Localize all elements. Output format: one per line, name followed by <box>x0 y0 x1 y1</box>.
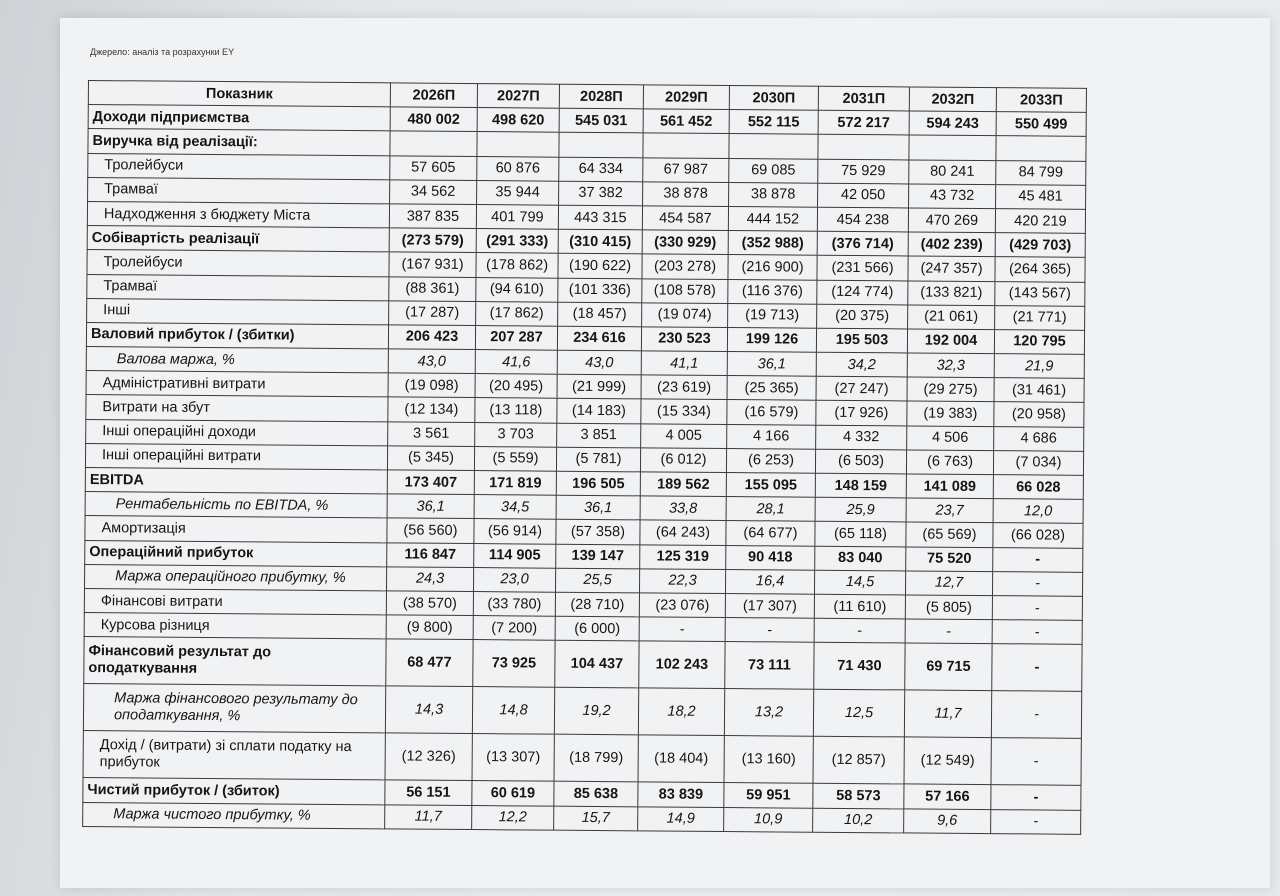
value-cell: 4 005 <box>641 423 727 448</box>
value-cell: (108 578) <box>642 278 728 303</box>
value-cell: 41,1 <box>641 351 727 376</box>
value-cell: (17 862) <box>476 301 558 326</box>
value-cell: 57 605 <box>390 155 477 180</box>
value-cell: - <box>992 596 1082 621</box>
value-cell: 12,2 <box>472 805 554 830</box>
value-cell: 155 095 <box>726 473 815 498</box>
value-cell: - <box>991 809 1081 834</box>
value-cell: 3 703 <box>475 422 557 447</box>
value-cell: - <box>991 785 1081 810</box>
value-cell: (13 160) <box>724 736 813 784</box>
value-cell: 24,3 <box>386 567 473 592</box>
value-cell: 64 334 <box>559 157 643 182</box>
value-cell: 230 523 <box>641 327 727 352</box>
value-cell: 13,2 <box>724 689 813 737</box>
value-cell: 189 562 <box>640 472 726 497</box>
value-cell: 34,2 <box>816 352 907 377</box>
value-cell: 73 111 <box>725 642 814 690</box>
value-cell: 420 219 <box>995 209 1085 234</box>
value-cell: (19 098) <box>388 373 475 398</box>
value-cell: 125 319 <box>640 544 726 569</box>
value-cell: 234 616 <box>557 326 641 351</box>
value-cell: (20 495) <box>475 374 557 399</box>
value-cell: - <box>992 620 1082 645</box>
value-cell: 550 499 <box>996 112 1086 137</box>
value-cell: 60 619 <box>472 781 554 806</box>
value-cell: 67 987 <box>643 157 729 182</box>
row-label: Маржа фінансового результату до оподаткування, % <box>83 684 385 733</box>
value-cell: (12 134) <box>388 397 475 422</box>
value-cell: (56 560) <box>387 518 474 543</box>
header-year: 2028П <box>559 84 643 109</box>
row-label: Дохід / (витрати) зі сплати податку на прибуток <box>83 731 385 780</box>
row-label: Інші операційні витрати <box>85 443 387 470</box>
value-cell: 470 269 <box>908 208 995 233</box>
value-cell <box>818 135 909 160</box>
value-cell: 84 799 <box>996 160 1086 185</box>
value-cell: (23 076) <box>639 593 725 618</box>
row-label: EBITDA <box>85 467 387 494</box>
header-year: 2033П <box>996 88 1086 113</box>
value-cell: (12 549) <box>904 737 991 785</box>
value-cell: (19 074) <box>642 303 728 328</box>
value-cell: 14,5 <box>814 570 905 595</box>
value-cell: 4 332 <box>816 425 907 450</box>
value-cell: (143 567) <box>995 281 1085 306</box>
value-cell: 141 089 <box>906 474 993 499</box>
header-year: 2026П <box>390 83 477 108</box>
value-cell: 42 050 <box>818 183 909 208</box>
value-cell: (190 622) <box>558 254 642 279</box>
value-cell: (203 278) <box>642 254 728 279</box>
value-cell: 12,7 <box>905 571 992 596</box>
value-cell: 545 031 <box>559 108 643 133</box>
value-cell: (29 275) <box>907 377 994 402</box>
value-cell: 69 085 <box>729 158 818 183</box>
row-label: Амортизація <box>85 516 387 543</box>
value-cell: (17 307) <box>725 593 814 618</box>
row-label: Курсова різниця <box>84 613 386 640</box>
value-cell: 104 437 <box>555 640 639 688</box>
value-cell: (7 034) <box>993 450 1083 475</box>
value-cell: (9 800) <box>386 615 473 640</box>
value-cell: 90 418 <box>726 545 815 570</box>
value-cell: - <box>991 738 1081 786</box>
value-cell: (20 375) <box>817 304 908 329</box>
row-label: Тролейбуси <box>87 250 389 277</box>
value-cell: 23,0 <box>473 567 555 592</box>
value-cell: 444 152 <box>728 206 817 231</box>
value-cell: 41,6 <box>475 350 557 375</box>
value-cell: 192 004 <box>907 329 994 354</box>
value-cell: 454 587 <box>642 206 728 231</box>
value-cell: 34 562 <box>390 180 477 205</box>
value-cell: 139 147 <box>556 544 640 569</box>
value-cell: (5 345) <box>387 446 474 471</box>
value-cell: (6 012) <box>640 448 726 473</box>
value-cell: 552 115 <box>729 110 818 135</box>
value-cell: 36,1 <box>387 494 474 519</box>
value-cell: 75 929 <box>818 159 909 184</box>
value-cell <box>643 133 729 158</box>
value-cell: 28,1 <box>726 497 815 522</box>
value-cell <box>729 134 818 159</box>
value-cell: (20 958) <box>994 402 1084 427</box>
value-cell: 454 238 <box>817 207 908 232</box>
value-cell: 10,2 <box>813 808 904 833</box>
value-cell <box>559 133 643 158</box>
value-cell: (18 404) <box>638 735 724 783</box>
value-cell: (7 200) <box>473 616 555 641</box>
row-label: Валовий прибуток / (збитки) <box>86 322 388 349</box>
value-cell: 4 166 <box>727 424 816 449</box>
value-cell: 572 217 <box>818 110 909 135</box>
value-cell: (31 461) <box>994 378 1084 403</box>
value-cell: (330 929) <box>642 230 728 255</box>
value-cell: (216 900) <box>728 255 817 280</box>
value-cell: 480 002 <box>390 107 477 132</box>
value-cell: - <box>992 571 1082 596</box>
value-cell: (264 365) <box>995 257 1085 282</box>
value-cell: 3 561 <box>388 421 475 446</box>
value-cell: 71 430 <box>814 643 905 691</box>
value-cell: - <box>991 691 1081 739</box>
value-cell: 33,8 <box>640 496 726 521</box>
value-cell: 43,0 <box>557 350 641 375</box>
value-cell: 45 481 <box>996 184 1086 209</box>
value-cell: (352 988) <box>728 231 817 256</box>
value-cell: (17 287) <box>389 301 476 326</box>
value-cell: - <box>992 644 1082 692</box>
value-cell: (21 061) <box>908 305 995 330</box>
value-cell: 23,7 <box>906 498 993 523</box>
row-label: Інші операційні доходи <box>86 419 388 446</box>
value-cell: 4 686 <box>994 426 1084 451</box>
value-cell: (376 714) <box>817 231 908 256</box>
value-cell: (5 781) <box>556 447 640 472</box>
value-cell: 199 126 <box>727 327 816 352</box>
row-label: Доходи підприємства <box>88 105 390 132</box>
value-cell: 9,6 <box>904 808 991 833</box>
value-cell: 85 638 <box>554 781 638 806</box>
value-cell <box>390 131 477 156</box>
value-cell: 21,9 <box>994 354 1084 379</box>
value-cell: 83 839 <box>638 782 724 807</box>
value-cell: 387 835 <box>389 204 476 229</box>
value-cell: (27 247) <box>816 376 907 401</box>
row-label: Витрати на збут <box>86 395 388 422</box>
row-label: Маржа чистого прибутку, % <box>83 802 385 829</box>
row-label: Трамваї <box>88 177 390 204</box>
value-cell <box>996 136 1086 161</box>
value-cell: (116 376) <box>728 279 817 304</box>
financial-forecast-table <box>82 80 1087 835</box>
value-cell: (291 333) <box>476 229 558 254</box>
value-cell: 102 243 <box>639 641 725 689</box>
value-cell: 14,9 <box>638 806 724 831</box>
value-cell: (133 821) <box>908 280 995 305</box>
value-cell: 196 505 <box>556 471 640 496</box>
value-cell: (6 000) <box>555 616 639 641</box>
value-cell: 57 166 <box>904 784 991 809</box>
value-cell: - <box>905 619 992 644</box>
value-cell: 401 799 <box>476 204 558 229</box>
value-cell: 69 715 <box>905 643 992 691</box>
value-cell: (21 771) <box>995 305 1085 330</box>
value-cell: (23 619) <box>641 375 727 400</box>
value-cell: (65 569) <box>906 522 993 547</box>
value-cell: (13 307) <box>472 734 554 782</box>
value-cell: 80 241 <box>909 160 996 185</box>
value-cell: (65 118) <box>815 522 906 547</box>
table-row <box>84 637 1082 692</box>
value-cell: (11 610) <box>814 594 905 619</box>
value-cell: 38 878 <box>729 182 818 207</box>
value-cell: 4 506 <box>907 426 994 451</box>
value-cell: 173 407 <box>387 470 474 495</box>
value-cell: 195 503 <box>816 328 907 353</box>
row-label: Фінансові витрати <box>84 588 386 615</box>
row-label: Маржа операційного прибутку, % <box>85 564 387 591</box>
row-label: Інші <box>87 298 389 325</box>
header-year: 2030П <box>729 86 818 111</box>
value-cell: 443 315 <box>558 205 642 230</box>
value-cell <box>909 135 996 160</box>
value-cell: 206 423 <box>388 325 475 350</box>
value-cell: 43,0 <box>388 349 475 374</box>
value-cell: (12 857) <box>813 737 904 785</box>
table-row <box>83 731 1081 786</box>
value-cell: (25 365) <box>727 376 816 401</box>
value-cell: 73 925 <box>473 640 555 688</box>
row-label: Фінансовий результат до оподаткування <box>84 637 386 686</box>
value-cell: (38 570) <box>386 591 473 616</box>
value-cell: 35 944 <box>477 180 559 205</box>
value-cell: 148 159 <box>815 473 906 498</box>
row-label: Трамваї <box>87 274 389 301</box>
value-cell: 116 847 <box>387 542 474 567</box>
value-cell: (88 361) <box>389 276 476 301</box>
value-cell: (5 559) <box>474 446 556 471</box>
value-cell: (273 579) <box>389 228 476 253</box>
value-cell <box>477 132 559 157</box>
row-label: Надходження з бюджету Міста <box>87 201 389 228</box>
value-cell: (6 503) <box>815 449 906 474</box>
value-cell: 25,5 <box>555 568 639 593</box>
value-cell: 114 905 <box>474 543 556 568</box>
value-cell: 14,3 <box>385 686 472 734</box>
value-cell: (64 677) <box>726 521 815 546</box>
value-cell: (15 334) <box>641 399 727 424</box>
value-cell: 38 878 <box>643 182 729 207</box>
value-cell: 3 851 <box>557 423 641 448</box>
value-cell: (402 239) <box>908 232 995 257</box>
value-cell: (14 183) <box>557 399 641 424</box>
value-cell: 83 040 <box>815 546 906 571</box>
value-cell: (57 358) <box>556 520 640 545</box>
value-cell: (13 118) <box>475 398 557 423</box>
value-cell: 16,4 <box>725 569 814 594</box>
value-cell: (21 999) <box>557 374 641 399</box>
value-cell: 66 028 <box>993 475 1083 500</box>
header-indicator: Показник <box>88 81 390 108</box>
value-cell: 32,3 <box>907 353 994 378</box>
value-cell: (6 253) <box>726 448 815 473</box>
value-cell: (101 336) <box>558 278 642 303</box>
value-cell: 18,2 <box>638 688 724 736</box>
value-cell: 11,7 <box>904 690 991 738</box>
value-cell: (64 243) <box>640 520 726 545</box>
value-cell: 75 520 <box>906 547 993 572</box>
value-cell: 12,5 <box>813 690 904 738</box>
header-year: 2031П <box>818 86 909 111</box>
row-label: Виручка від реалізації: <box>88 129 390 156</box>
value-cell: 12,0 <box>993 499 1083 524</box>
table-row <box>83 684 1081 739</box>
value-cell: 36,1 <box>727 352 816 377</box>
value-cell: 43 732 <box>909 184 996 209</box>
value-cell: (12 326) <box>385 733 472 781</box>
header-year: 2027П <box>477 84 559 109</box>
value-cell: (6 763) <box>906 450 993 475</box>
value-cell: (18 457) <box>558 302 642 327</box>
value-cell: (28 710) <box>555 592 639 617</box>
value-cell: (167 931) <box>389 252 476 277</box>
value-cell: (124 774) <box>817 280 908 305</box>
value-cell: (19 713) <box>728 303 817 328</box>
row-label: Валова маржа, % <box>86 347 388 374</box>
value-cell: (94 610) <box>476 277 558 302</box>
value-cell: (16 579) <box>727 400 816 425</box>
value-cell: 37 382 <box>559 181 643 206</box>
row-label: Чистий прибуток / (збиток) <box>83 778 385 805</box>
source-note: Джерело: аналіз та розрахунки EY <box>90 47 235 57</box>
row-label: Собівартість реалізації <box>87 226 389 253</box>
row-label: Рентабельність по EBITDA, % <box>85 492 387 519</box>
value-cell: (18 799) <box>554 734 638 782</box>
row-label: Операційний прибуток <box>85 540 387 567</box>
value-cell: - <box>725 618 814 643</box>
value-cell: (19 383) <box>907 401 994 426</box>
value-cell: 594 243 <box>909 111 996 136</box>
value-cell: - <box>814 618 905 643</box>
value-cell: (247 357) <box>908 256 995 281</box>
value-cell: 60 876 <box>477 156 559 181</box>
value-cell: (17 926) <box>816 401 907 426</box>
value-cell: 207 287 <box>475 325 557 350</box>
value-cell: (178 862) <box>476 253 558 278</box>
value-cell: 22,3 <box>639 569 725 594</box>
value-cell: - <box>993 547 1083 572</box>
value-cell: 11,7 <box>385 804 472 829</box>
value-cell: 120 795 <box>994 330 1084 355</box>
value-cell: (33 780) <box>473 591 555 616</box>
value-cell: 10,9 <box>724 807 813 832</box>
value-cell: 68 477 <box>386 639 473 687</box>
row-label: Тролейбуси <box>88 153 390 180</box>
row-label: Адміністративні витрати <box>86 371 388 398</box>
value-cell: 498 620 <box>477 108 559 133</box>
value-cell: 171 819 <box>474 471 556 496</box>
value-cell: 58 573 <box>813 784 904 809</box>
value-cell: 561 452 <box>643 109 729 134</box>
value-cell: 15,7 <box>554 806 638 831</box>
header-year: 2032П <box>909 87 996 112</box>
value-cell: (310 415) <box>558 229 642 254</box>
value-cell: 19,2 <box>554 687 638 735</box>
value-cell: (231 566) <box>817 256 908 281</box>
value-cell: 59 951 <box>724 783 813 808</box>
value-cell: - <box>639 617 725 642</box>
header-year: 2029П <box>643 85 729 110</box>
value-cell: 36,1 <box>556 495 640 520</box>
value-cell: (56 914) <box>474 519 556 544</box>
value-cell: (66 028) <box>993 523 1083 548</box>
value-cell: (5 805) <box>905 595 992 620</box>
value-cell: 25,9 <box>815 497 906 522</box>
value-cell: 56 151 <box>385 780 472 805</box>
value-cell: (429 703) <box>995 233 1085 258</box>
value-cell: 14,8 <box>472 687 554 735</box>
value-cell: 34,5 <box>474 495 556 520</box>
